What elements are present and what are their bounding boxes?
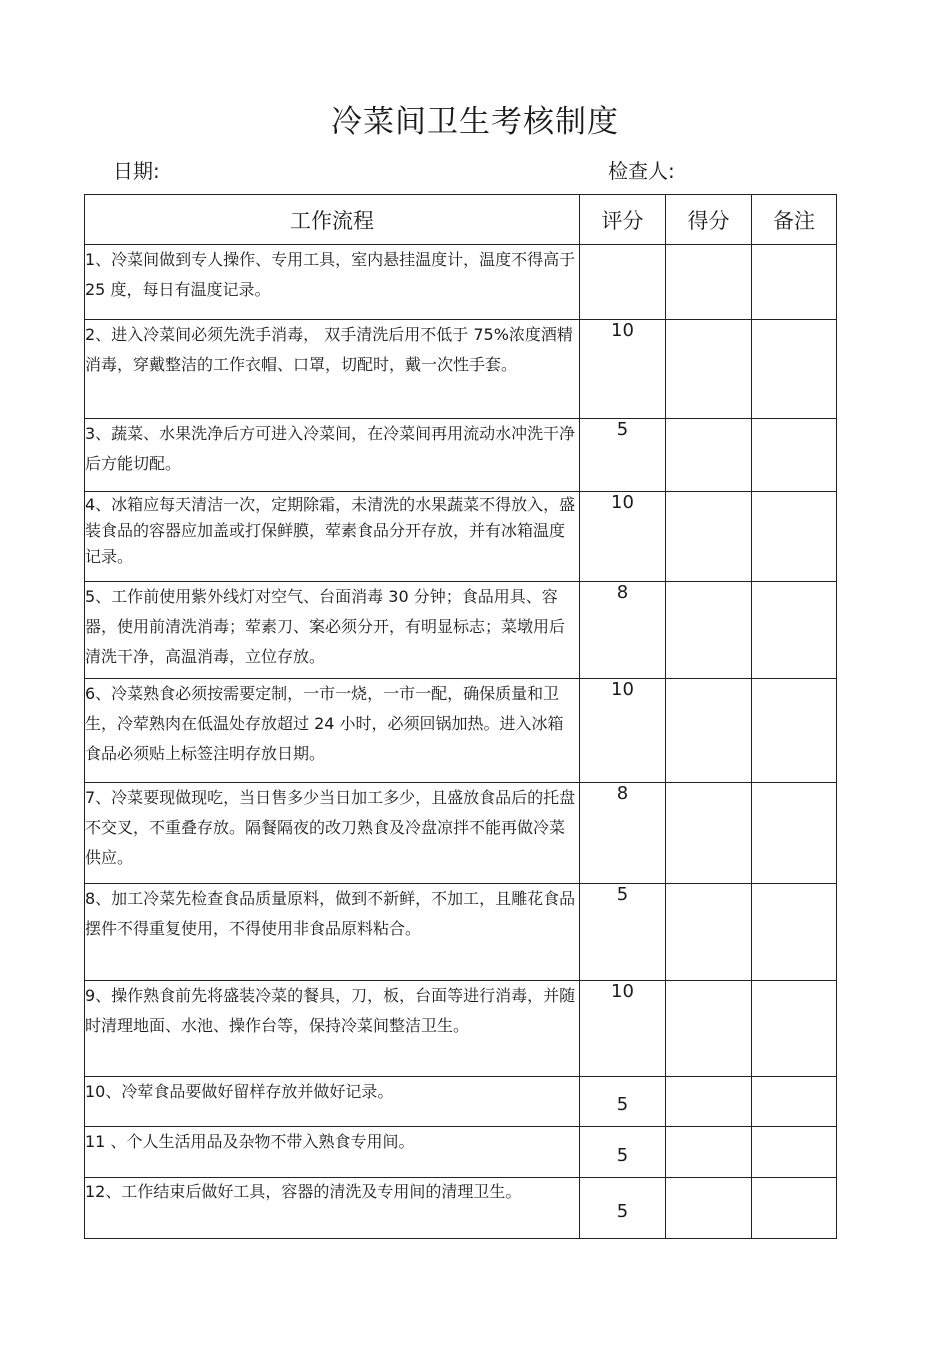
table-row bbox=[85, 981, 837, 1077]
process-cell: 3、蔬菜、水果洗净后方可进入冷菜间，在冷菜间再用流动水冲洗干净后方能切配。 bbox=[85, 419, 580, 492]
remarks-cell[interactable] bbox=[752, 783, 837, 884]
rating-cell bbox=[580, 245, 666, 320]
process-cell: 1、冷菜间做到专人操作、专用工具，室内悬挂温度计，温度不得高于 25 度，每日有温度记录。 bbox=[85, 245, 580, 320]
table-row bbox=[85, 1077, 837, 1127]
score-cell[interactable] bbox=[666, 1127, 752, 1178]
header-score: 得分 bbox=[666, 195, 752, 245]
score-cell[interactable] bbox=[666, 320, 752, 419]
table-row bbox=[85, 582, 837, 679]
date-label: 日期: bbox=[113, 159, 160, 183]
remarks-cell[interactable] bbox=[752, 1077, 837, 1127]
header-remarks: 备注 bbox=[752, 195, 837, 245]
remarks-cell[interactable] bbox=[752, 492, 837, 582]
rating-cell: 5 bbox=[580, 1077, 666, 1127]
process-cell: 6、冷菜熟食必须按需要定制，一市一烧，一市一配，确保质量和卫生，冷荤熟肉在低温处存放超过 24 小时，必须回锅加热。进入冰箱食品必须贴上标签注明存放日期。 bbox=[85, 679, 580, 783]
rating-cell: 5 bbox=[580, 884, 666, 981]
remarks-cell[interactable] bbox=[752, 884, 837, 981]
header-rating: 评分 bbox=[580, 195, 666, 245]
score-cell[interactable] bbox=[666, 679, 752, 783]
table-row bbox=[85, 245, 837, 320]
remarks-cell[interactable] bbox=[752, 245, 837, 320]
assessment-table bbox=[84, 194, 837, 1239]
rating-cell: 5 bbox=[580, 1127, 666, 1178]
header-process: 工作流程 bbox=[85, 195, 580, 245]
rating-cell: 8 bbox=[580, 582, 666, 679]
rating-cell: 10 bbox=[580, 492, 666, 582]
score-cell[interactable] bbox=[666, 245, 752, 320]
remarks-cell[interactable] bbox=[752, 419, 837, 492]
remarks-cell[interactable] bbox=[752, 582, 837, 679]
score-cell[interactable] bbox=[666, 1077, 752, 1127]
process-cell: 2、进入冷菜间必须先洗手消毒， 双手清洗后用不低于 75%浓度酒精消毒，穿戴整洁的工作衣帽、口罩，切配时，戴一次性手套。 bbox=[85, 320, 580, 419]
table-header-row bbox=[85, 195, 837, 245]
rating-cell: 5 bbox=[580, 419, 666, 492]
inspector-label: 检查人: bbox=[608, 159, 675, 183]
table-row bbox=[85, 884, 837, 981]
rating-cell: 5 bbox=[580, 1178, 666, 1239]
remarks-cell[interactable] bbox=[752, 981, 837, 1077]
rating-cell: 10 bbox=[580, 320, 666, 419]
remarks-cell[interactable] bbox=[752, 679, 837, 783]
score-cell[interactable] bbox=[666, 582, 752, 679]
remarks-cell[interactable] bbox=[752, 320, 837, 419]
table-row bbox=[85, 320, 837, 419]
page-title: 冷菜间卫生考核制度 bbox=[331, 104, 619, 140]
score-cell[interactable] bbox=[666, 783, 752, 884]
score-cell[interactable] bbox=[666, 492, 752, 582]
rating-cell: 10 bbox=[580, 981, 666, 1077]
process-cell: 10、冷荤食品要做好留样存放并做好记录。 bbox=[85, 1077, 580, 1127]
table-row bbox=[85, 679, 837, 783]
table-row bbox=[85, 783, 837, 884]
rating-cell: 10 bbox=[580, 679, 666, 783]
process-cell: 8、加工冷菜先检查食品质量原料，做到不新鲜，不加工，且雕花食品摆件不得重复使用，不得使用非食品原料粘合。 bbox=[85, 884, 580, 981]
score-cell[interactable] bbox=[666, 884, 752, 981]
score-cell[interactable] bbox=[666, 981, 752, 1077]
process-cell: 5、工作前使用紫外线灯对空气、台面消毒 30 分钟；食品用具、容器，使用前清洗消毒；荤素刀、案必须分开，有明显标志；菜墩用后清洗干净，高温消毒，立位存放。 bbox=[85, 582, 580, 679]
process-cell: 4、冰箱应每天清洁一次，定期除霜，未清洗的水果蔬菜不得放入，盛装食品的容器应加盖或打保鲜膜，荤素食品分开存放，并有冰箱温度记录。 bbox=[85, 492, 580, 582]
process-cell: 7、冷菜要现做现吃，当日售多少当日加工多少，且盛放食品后的托盘不交叉，不重叠存放。隔餐隔夜的改刀熟食及冷盘凉拌不能再做冷菜供应。 bbox=[85, 783, 580, 884]
table-row bbox=[85, 419, 837, 492]
process-cell: 11 、个人生活用品及杂物不带入熟食专用间。 bbox=[85, 1127, 580, 1178]
remarks-cell[interactable] bbox=[752, 1178, 837, 1239]
score-cell[interactable] bbox=[666, 419, 752, 492]
rating-cell: 8 bbox=[580, 783, 666, 884]
remarks-cell[interactable] bbox=[752, 1127, 837, 1178]
table-row bbox=[85, 1178, 837, 1239]
process-cell: 9、操作熟食前先将盛装冷菜的餐具，刀，板，台面等进行消毒，并随时清理地面、水池、操作台等，保持冷菜间整洁卫生。 bbox=[85, 981, 580, 1077]
table-row bbox=[85, 1127, 837, 1178]
table-row bbox=[85, 492, 837, 582]
process-cell: 12、工作结束后做好工具，容器的清洗及专用间的清理卫生。 bbox=[85, 1178, 580, 1239]
score-cell[interactable] bbox=[666, 1178, 752, 1239]
